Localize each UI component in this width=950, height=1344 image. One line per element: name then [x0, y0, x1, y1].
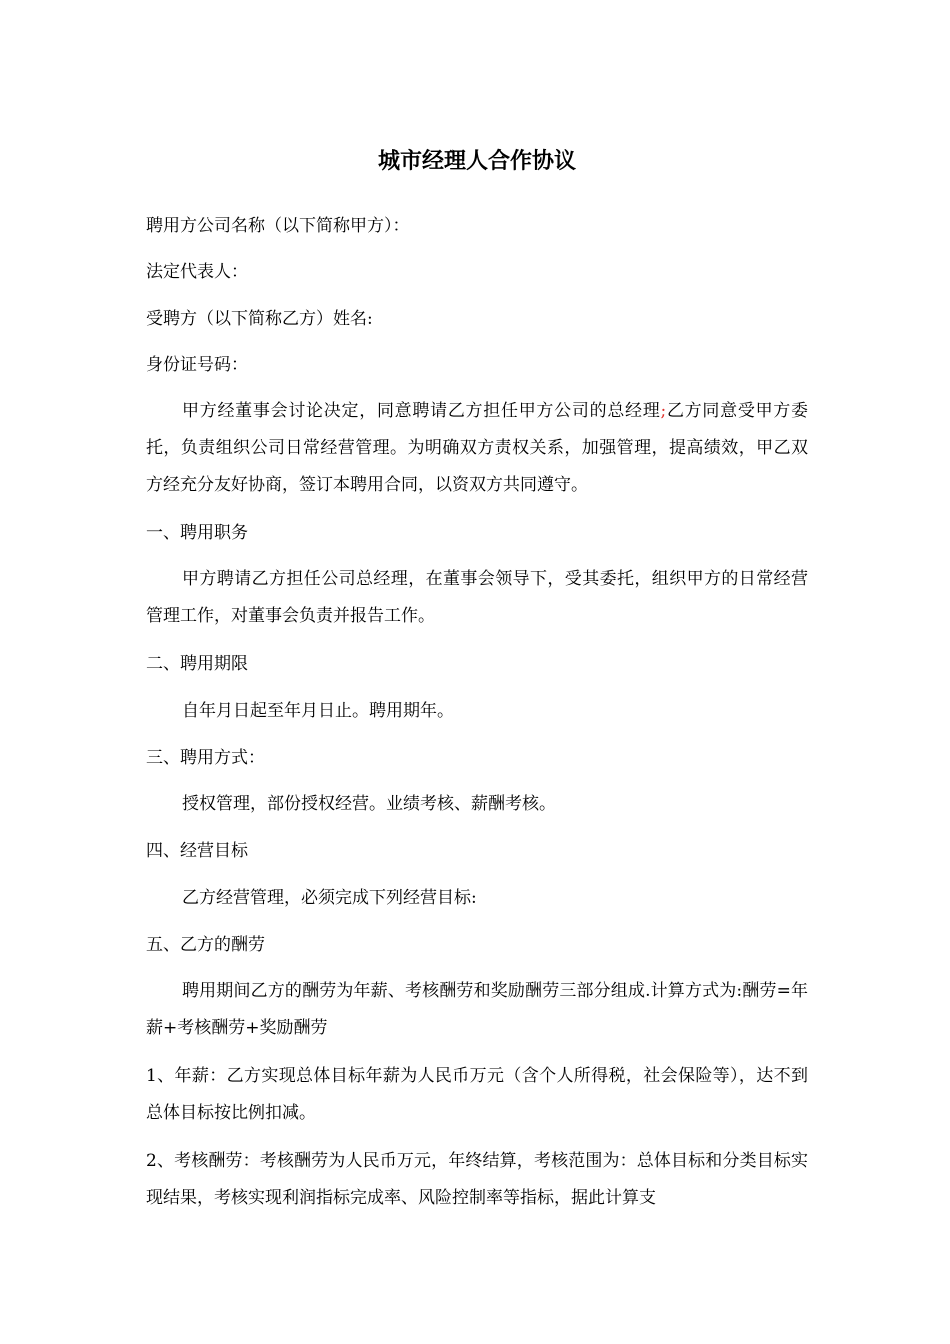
section-body-2: 自年月日起至年月日止。聘用期年。 [182, 701, 454, 721]
section-heading-4: 四、经营目标 [146, 841, 248, 861]
section-heading-1: 一、聘用职务 [146, 523, 248, 543]
section-body-4: 乙方经营管理，必须完成下列经营目标: [182, 888, 477, 908]
section-body-3: 授权管理，部份授权经营。业绩考核、薪酬考核。 [182, 794, 556, 814]
assessment-pay-clause: 2、考核酬劳：考核酬劳为人民币万元，年终结算，考核范围为：总体目标和分类目标实现结果，考核实现利润指标完成率、风险控制率等指标，据此计算支 [146, 1151, 808, 1208]
employer-name-line: 聘用方公司名称（以下简称甲方）： [146, 216, 410, 236]
preamble-paragraph [146, 393, 808, 504]
id-number-line: 身份证号码： [146, 355, 248, 375]
section-heading-2: 二、聘用期限 [146, 654, 248, 674]
document-title: 城市经理人合作协议 [377, 149, 576, 174]
section-body-5: 聘用期间乙方的酬劳为年薪、考核酬劳和奖励酬劳三部分组成.计算方式为:酬劳=年薪+考核酬劳+奖励酬劳 [146, 981, 808, 1038]
legal-representative-line: 法定代表人： [146, 262, 248, 282]
preamble-separator: ; [660, 401, 667, 421]
preamble-text-before: 甲方经董事会讨论决定，同意聘请乙方担任甲方公司的总经理 [182, 401, 661, 421]
section-heading-5: 五、乙方的酬劳 [146, 935, 265, 955]
section-body-1: 甲方聘请乙方担任公司总经理，在董事会领导下，受其委托，组织甲方的日常经营管理工作，对董事会负责并报告工作。 [146, 569, 808, 626]
employee-name-line: 受聘方（以下简称乙方）姓名: [146, 309, 373, 329]
preamble-text-after: 乙方同意受甲方委托，负责组织公司日常经营管理。为明确双方责权关系，加强管理，提高绩效，甲乙双方经充分友好协商，签订本聘用合同，以资双方共同遵守。 [146, 401, 809, 495]
section-heading-3: 三、聘用方式： [146, 748, 265, 768]
annual-salary-clause: 1、年薪：乙方实现总体目标年薪为人民币万元（含个人所得税，社会保险等），达不到总体目标按比例扣减。 [146, 1066, 808, 1123]
